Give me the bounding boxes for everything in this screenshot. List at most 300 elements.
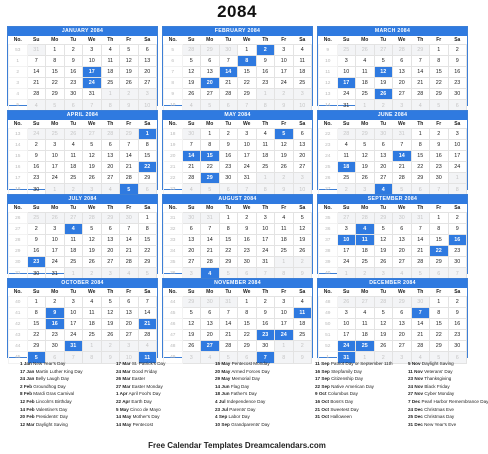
- holiday-day-cell: 9: [46, 308, 65, 319]
- day-cell: 15: [238, 319, 257, 330]
- day-cell: 12: [356, 151, 375, 162]
- holiday-item: [408, 390, 488, 398]
- day-cell: 30: [219, 45, 238, 56]
- holiday-item: [215, 398, 270, 406]
- day-cell: 9: [120, 100, 139, 111]
- day-cell: 4: [411, 100, 430, 111]
- day-cell: 22: [138, 246, 157, 257]
- day-cell: 5: [393, 184, 412, 195]
- week-number: 23: [319, 140, 338, 151]
- weekday-header: Th: [262, 121, 269, 127]
- holiday-item: [215, 360, 270, 368]
- week-number: 5: [164, 45, 183, 56]
- day-cell: 29: [201, 45, 220, 56]
- day-cell: 6: [219, 184, 238, 195]
- holiday-date: 25 Dec: [408, 414, 423, 420]
- day-cell: 8: [138, 224, 157, 235]
- holiday-name: Belly Laugh Day: [34, 376, 70, 382]
- day-cell: 3: [275, 45, 294, 56]
- week-number: 22: [164, 173, 183, 184]
- week-number: 10: [319, 56, 338, 67]
- day-cell: 16: [448, 319, 467, 330]
- holiday-name: Daylight Saving: [34, 421, 68, 427]
- day-cell: 4: [201, 352, 220, 363]
- day-cell: 10: [275, 56, 294, 67]
- weekday-header: Th: [417, 205, 424, 211]
- day-cell: 3: [448, 129, 467, 140]
- weekday-header: Tu: [380, 205, 387, 211]
- holiday-name: Columbus Day: [326, 391, 358, 397]
- day-cell: 22: [219, 246, 238, 257]
- day-cell: 20: [138, 67, 157, 78]
- day-cell: 14: [411, 319, 430, 330]
- week-number: 32: [164, 224, 183, 235]
- holiday-date: 31 Dec: [408, 421, 423, 427]
- week-number: 25: [319, 162, 338, 173]
- day-cell: 3: [356, 184, 375, 195]
- holiday-date: 5 May: [116, 406, 129, 412]
- day-cell: 3: [256, 213, 275, 224]
- day-cell: 24: [256, 246, 275, 257]
- day-cell: 2: [101, 341, 120, 352]
- holiday-item: [116, 398, 165, 406]
- day-cell: 5: [430, 352, 449, 363]
- week-number: 10: [164, 100, 183, 111]
- holiday-day-cell: 31: [337, 352, 356, 363]
- holiday-name: Veterans' Day: [422, 368, 453, 374]
- day-cell: 1: [275, 341, 294, 352]
- holiday-column: [116, 360, 165, 428]
- day-cell: 27: [393, 89, 412, 100]
- day-cell: 13: [293, 140, 312, 151]
- day-cell: 21: [219, 78, 238, 89]
- holiday-name: New Year's Eve: [422, 421, 457, 427]
- weekday-header: Fr: [126, 37, 132, 43]
- day-cell: 5: [101, 297, 120, 308]
- weekday-header: No.: [323, 37, 332, 43]
- weekday-header: No.: [323, 121, 332, 127]
- day-cell: 28: [182, 173, 201, 184]
- holiday-date: 9 Oct: [315, 391, 327, 397]
- weekday-header: We: [88, 205, 96, 211]
- holiday-item: [20, 398, 83, 406]
- month-title: SEPTEMBER 2084: [318, 195, 467, 204]
- day-cell: 29: [411, 45, 430, 56]
- day-cell: 31: [256, 257, 275, 268]
- day-cell: 10: [83, 56, 102, 67]
- weekday-header: Sa: [454, 289, 461, 295]
- day-cell: 1: [83, 341, 102, 352]
- weekday-header: No.: [13, 289, 22, 295]
- holiday-name: Halloween: [329, 414, 352, 420]
- day-cell: 24: [27, 129, 46, 140]
- week-number: 12: [319, 78, 338, 89]
- day-cell: 13: [374, 151, 393, 162]
- page-title: 2084: [217, 2, 257, 21]
- holiday-name: Parents' Day: [228, 406, 256, 412]
- day-cell: 28: [182, 45, 201, 56]
- month-title: MARCH 2084: [318, 27, 467, 36]
- day-cell: 6: [64, 100, 83, 111]
- holiday-date: 4 Sep: [215, 414, 228, 420]
- holiday-item: [315, 383, 393, 391]
- day-cell: 27: [101, 257, 120, 268]
- weekday-header: No.: [323, 289, 332, 295]
- day-cell: 24: [337, 257, 356, 268]
- day-cell: 25: [275, 246, 294, 257]
- day-cell: 11: [356, 319, 375, 330]
- holiday-date: 15 May: [215, 361, 231, 366]
- day-cell: 1: [101, 89, 120, 100]
- day-cell: 10: [64, 308, 83, 319]
- week-number: 15: [9, 151, 28, 162]
- day-cell: 14: [120, 235, 139, 246]
- day-cell: 9: [256, 56, 275, 67]
- month-calendar: [317, 278, 468, 361]
- holiday-date: 17 Mar: [116, 361, 131, 366]
- weekday-header: Tu: [70, 205, 77, 211]
- weekday-header: Tu: [380, 121, 387, 127]
- week-number: 18: [9, 184, 28, 195]
- weekday-header: No.: [13, 205, 22, 211]
- day-cell: 2: [219, 129, 238, 140]
- day-cell: 16: [256, 319, 275, 330]
- day-cell: 24: [46, 257, 65, 268]
- holiday-item: [20, 421, 83, 429]
- day-cell: 27: [393, 257, 412, 268]
- holiday-date: 31 Oct: [315, 414, 330, 420]
- day-cell: 6: [393, 224, 412, 235]
- day-cell: 20: [293, 151, 312, 162]
- weekday-header: Fr: [436, 37, 442, 43]
- day-cell: 18: [356, 246, 375, 257]
- holiday-date: 12 Feb: [20, 398, 35, 404]
- month-title: DECEMBER 2084: [318, 279, 467, 288]
- weekday-header: Sa: [454, 205, 461, 211]
- week-number: 16: [9, 162, 28, 173]
- holiday-item: [408, 413, 488, 421]
- day-cell: 23: [64, 78, 83, 89]
- holiday-item: [116, 360, 165, 368]
- holiday-name: Easter Monday: [130, 383, 163, 389]
- day-cell: 3: [374, 268, 393, 279]
- weekday-header: Sa: [454, 121, 461, 127]
- day-cell: 22: [27, 330, 46, 341]
- weekday-header: No.: [13, 121, 22, 127]
- day-cell: 30: [430, 173, 449, 184]
- week-number: 23: [164, 184, 183, 195]
- day-cell: 19: [182, 78, 201, 89]
- day-cell: 24: [46, 173, 65, 184]
- holiday-date: 14 Feb: [20, 406, 35, 412]
- day-cell: 23: [27, 173, 46, 184]
- holiday-name: Lincoln's Birthday: [34, 398, 72, 404]
- weekday-header: Th: [417, 37, 424, 43]
- day-cell: 2: [448, 297, 467, 308]
- day-cell: 8: [411, 140, 430, 151]
- day-cell: 4: [411, 352, 430, 363]
- day-cell: 8: [238, 308, 257, 319]
- day-cell: 13: [393, 67, 412, 78]
- week-number: 53: [9, 45, 28, 56]
- day-cell: 1: [256, 89, 275, 100]
- day-cell: 6: [101, 224, 120, 235]
- day-cell: 1: [238, 297, 257, 308]
- day-cell: 14: [138, 308, 157, 319]
- weekday-header: Sa: [299, 289, 306, 295]
- holiday-day-cell: 22: [430, 246, 449, 257]
- day-cell: 29: [138, 173, 157, 184]
- day-cell: 24: [238, 162, 257, 173]
- day-cell: 21: [411, 330, 430, 341]
- weekday-header: Th: [107, 289, 114, 295]
- day-cell: 3: [337, 56, 356, 67]
- weekday-header: Fr: [126, 205, 132, 211]
- day-cell: 25: [64, 173, 83, 184]
- holiday-item: [315, 375, 393, 383]
- holiday-day-cell: 20: [201, 78, 220, 89]
- day-cell: 18: [356, 330, 375, 341]
- day-cell: 7: [238, 184, 257, 195]
- day-cell: 11: [101, 56, 120, 67]
- day-cell: 14: [27, 67, 46, 78]
- day-cell: 12: [101, 308, 120, 319]
- day-cell: 11: [275, 224, 294, 235]
- day-cell: 15: [27, 319, 46, 330]
- day-cell: 29: [46, 89, 65, 100]
- day-cell: 2: [27, 140, 46, 151]
- day-cell: 4: [83, 297, 102, 308]
- day-cell: 27: [64, 213, 83, 224]
- day-cell: 16: [430, 151, 449, 162]
- day-cell: 17: [46, 162, 65, 173]
- day-cell: 28: [411, 257, 430, 268]
- holiday-day-cell: 22: [138, 162, 157, 173]
- day-cell: 2: [64, 184, 83, 195]
- weekday-header: We: [88, 37, 96, 43]
- day-cell: 16: [27, 246, 46, 257]
- day-cell: 3: [83, 184, 102, 195]
- day-cell: 25: [64, 257, 83, 268]
- day-cell: 7: [27, 56, 46, 67]
- holiday-name: Christmas Eve: [422, 406, 454, 412]
- day-cell: 29: [430, 341, 449, 352]
- holiday-name: Pearl Harbor Remembrance Day: [420, 398, 488, 404]
- holiday-day-cell: 5: [275, 129, 294, 140]
- week-number: 5: [9, 100, 28, 111]
- day-cell: 6: [201, 308, 220, 319]
- day-cell: 7: [219, 56, 238, 67]
- holiday-day-cell: 8: [238, 56, 257, 67]
- day-cell: 12: [182, 319, 201, 330]
- holiday-item: [20, 390, 83, 398]
- holiday-date: 26 Mar: [116, 376, 131, 382]
- holiday-name: Father's Day: [229, 391, 257, 397]
- holiday-day-cell: 14: [219, 67, 238, 78]
- day-cell: 3: [393, 100, 412, 111]
- day-cell: 19: [293, 235, 312, 246]
- weekday-header: Fr: [126, 289, 132, 295]
- day-cell: 20: [374, 162, 393, 173]
- weekday-header: Mo: [361, 205, 369, 211]
- day-cell: 9: [293, 268, 312, 279]
- day-cell: 1: [256, 173, 275, 184]
- day-cell: 25: [27, 213, 46, 224]
- weekday-header: Mo: [361, 121, 369, 127]
- day-cell: 1: [448, 173, 467, 184]
- day-cell: 9: [430, 140, 449, 151]
- holiday-day-cell: 4: [374, 184, 393, 195]
- day-cell: 7: [238, 100, 257, 111]
- holiday-item: [116, 413, 165, 421]
- day-cell: 5: [374, 56, 393, 67]
- day-cell: 19: [120, 67, 139, 78]
- day-cell: 7: [393, 140, 412, 151]
- holiday-item: [315, 368, 393, 376]
- day-cell: 18: [64, 162, 83, 173]
- day-cell: 2: [293, 341, 312, 352]
- day-cell: 1: [238, 45, 257, 56]
- footer-text: Free Calendar Templates Dreamcalendars.com: [148, 441, 326, 450]
- day-cell: 2: [238, 213, 257, 224]
- day-cell: 19: [275, 151, 294, 162]
- day-cell: 19: [374, 78, 393, 89]
- day-cell: 22: [238, 78, 257, 89]
- holiday-date: 23 Nov: [408, 376, 424, 382]
- holiday-name: Earth Day: [130, 398, 152, 404]
- day-cell: 14: [201, 235, 220, 246]
- day-cell: 24: [448, 162, 467, 173]
- day-cell: 29: [238, 341, 257, 352]
- week-number: 26: [319, 173, 338, 184]
- day-cell: 13: [393, 235, 412, 246]
- day-cell: 8: [83, 352, 102, 363]
- day-cell: 1: [138, 213, 157, 224]
- day-cell: 4: [182, 100, 201, 111]
- day-cell: 1: [27, 297, 46, 308]
- holiday-date: 24 Nov: [408, 383, 424, 389]
- day-cell: 7: [411, 56, 430, 67]
- day-cell: 18: [83, 319, 102, 330]
- day-cell: 2: [275, 173, 294, 184]
- day-cell: 3: [101, 268, 120, 279]
- weekday-header: Th: [262, 289, 269, 295]
- holiday-date: 16 Oct: [315, 398, 330, 404]
- day-cell: 12: [275, 140, 294, 151]
- day-cell: 26: [337, 297, 356, 308]
- day-cell: 26: [374, 257, 393, 268]
- day-cell: 15: [46, 67, 65, 78]
- weekday-header: Su: [33, 289, 40, 295]
- day-cell: 30: [256, 341, 275, 352]
- day-cell: 10: [337, 319, 356, 330]
- holiday-name: St. Patrick's Day: [130, 361, 166, 366]
- day-cell: 1: [64, 268, 83, 279]
- week-number: 1: [319, 352, 338, 363]
- day-cell: 24: [275, 78, 294, 89]
- holiday-date: 14 May: [116, 414, 132, 420]
- holiday-name: Cyber Monday: [423, 391, 455, 397]
- day-cell: 5: [219, 352, 238, 363]
- day-cell: 23: [448, 330, 467, 341]
- day-cell: 7: [64, 352, 83, 363]
- holiday-date: 1 Apr: [116, 391, 128, 397]
- weekday-header: Mo: [206, 37, 214, 43]
- day-cell: 11: [64, 235, 83, 246]
- day-cell: 28: [120, 257, 139, 268]
- weekday-header: Fr: [281, 205, 287, 211]
- weekday-header: Mo: [51, 121, 59, 127]
- day-cell: 15: [430, 235, 449, 246]
- day-cell: 7: [182, 140, 201, 151]
- day-cell: 2: [120, 89, 139, 100]
- holiday-item: [315, 413, 393, 421]
- day-cell: 13: [182, 235, 201, 246]
- day-cell: 6: [238, 268, 257, 279]
- day-cell: 1: [356, 100, 375, 111]
- day-cell: 10: [120, 352, 139, 363]
- day-cell: 21: [201, 246, 220, 257]
- day-cell: 20: [120, 319, 139, 330]
- day-cell: 7: [83, 100, 102, 111]
- week-number: 9: [319, 45, 338, 56]
- day-cell: 27: [374, 173, 393, 184]
- day-cell: 28: [138, 330, 157, 341]
- weekday-header: Sa: [299, 37, 306, 43]
- holiday-name: Thanksgiving: [423, 376, 452, 382]
- week-number: 21: [164, 162, 183, 173]
- day-cell: 30: [201, 297, 220, 308]
- weekday-header: We: [88, 121, 96, 127]
- day-cell: 26: [374, 341, 393, 352]
- day-cell: 2: [83, 268, 102, 279]
- day-cell: 29: [101, 213, 120, 224]
- week-number: 6: [164, 56, 183, 67]
- day-cell: 8: [275, 352, 294, 363]
- day-cell: 7: [448, 268, 467, 279]
- day-cell: 5: [201, 100, 220, 111]
- weekday-header: No.: [168, 121, 177, 127]
- day-cell: 1: [46, 184, 65, 195]
- day-cell: 20: [101, 246, 120, 257]
- day-cell: 12: [83, 151, 102, 162]
- day-cell: 13: [201, 67, 220, 78]
- day-cell: 6: [138, 45, 157, 56]
- holiday-item: [408, 398, 488, 406]
- weekday-header: We: [398, 205, 406, 211]
- weekday-header: Sa: [144, 121, 151, 127]
- day-cell: 19: [356, 162, 375, 173]
- week-number: 40: [9, 297, 28, 308]
- day-cell: 28: [27, 89, 46, 100]
- week-number: 52: [319, 341, 338, 352]
- holiday-name: Groundhog Day: [32, 383, 66, 389]
- holiday-name: Pentecost Monday: [230, 361, 270, 366]
- holiday-item: [315, 390, 393, 398]
- day-cell: 30: [393, 213, 412, 224]
- holiday-day-cell: 14: [182, 151, 201, 162]
- day-cell: 10: [293, 100, 312, 111]
- weekday-header: Th: [417, 121, 424, 127]
- holiday-date: 24 Jan: [20, 376, 35, 382]
- weekday-header: Fr: [436, 289, 442, 295]
- holiday-day-cell: 11: [138, 352, 157, 363]
- holiday-name: Cinco de Mayo: [128, 406, 161, 412]
- day-cell: 19: [101, 319, 120, 330]
- day-cell: 3: [46, 224, 65, 235]
- day-cell: 4: [120, 268, 139, 279]
- day-cell: 4: [356, 56, 375, 67]
